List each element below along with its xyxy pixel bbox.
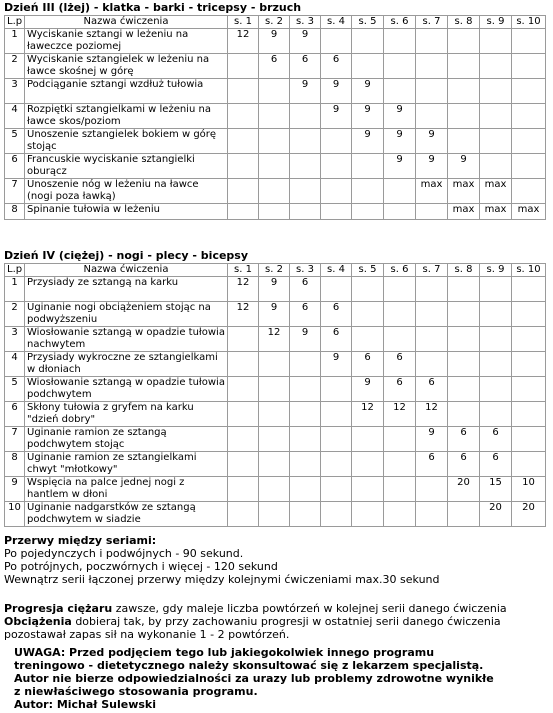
day4-header-11: s. 10 bbox=[512, 264, 546, 277]
exercise-name: Wiosłowanie sztangą w opadzie tułowia podchwytem bbox=[25, 377, 228, 402]
set-10-reps bbox=[512, 452, 546, 477]
set-4-reps bbox=[321, 129, 352, 154]
set-7-reps bbox=[416, 204, 448, 220]
set-6-reps bbox=[384, 327, 416, 352]
exercise-name: Przysiady ze sztangą na karku bbox=[25, 277, 228, 302]
set-1-reps bbox=[228, 54, 259, 79]
set-5-reps bbox=[352, 54, 384, 79]
set-2-reps bbox=[259, 104, 290, 129]
set-4-reps bbox=[321, 277, 352, 302]
set-4-reps: 6 bbox=[321, 302, 352, 327]
row-number: 8 bbox=[5, 452, 25, 477]
table-row bbox=[5, 79, 546, 104]
set-6-reps bbox=[384, 477, 416, 502]
set-8-reps: max bbox=[448, 204, 480, 220]
set-7-reps bbox=[416, 327, 448, 352]
day4-header-1: Nazwa ćwiczenia bbox=[25, 264, 228, 277]
progression-line-1 bbox=[4, 603, 507, 615]
set-10-reps: max bbox=[512, 204, 546, 220]
set-10-reps bbox=[512, 129, 546, 154]
set-5-reps bbox=[352, 427, 384, 452]
progression-line-3: pozostawał zapas sił na wykonanie 1 - 2 powtórzeń. bbox=[4, 628, 290, 641]
set-4-reps: 9 bbox=[321, 79, 352, 104]
load-label: Obciążenia bbox=[4, 615, 72, 628]
table-row bbox=[5, 377, 546, 402]
breaks-title: Przerwy między seriami: bbox=[4, 534, 157, 547]
day3-header-7: s. 6 bbox=[384, 16, 416, 29]
set-7-reps bbox=[416, 29, 448, 54]
set-6-reps bbox=[384, 452, 416, 477]
set-8-reps: max bbox=[448, 179, 480, 204]
set-9-reps bbox=[480, 402, 512, 427]
set-3-reps: 6 bbox=[290, 277, 321, 302]
day4-title: Dzień IV (ciężej) - nogi - plecy - bicepsy bbox=[4, 249, 249, 262]
set-3-reps: 6 bbox=[290, 54, 321, 79]
set-10-reps bbox=[512, 54, 546, 79]
set-2-reps bbox=[259, 352, 290, 377]
day4-header-2: s. 1 bbox=[228, 264, 259, 277]
set-8-reps bbox=[448, 327, 480, 352]
table-row bbox=[5, 352, 546, 377]
set-2-reps bbox=[259, 204, 290, 220]
set-8-reps bbox=[448, 302, 480, 327]
day3-header-5: s. 4 bbox=[321, 16, 352, 29]
set-4-reps bbox=[321, 29, 352, 54]
set-4-reps: 6 bbox=[321, 327, 352, 352]
set-8-reps: 20 bbox=[448, 477, 480, 502]
set-3-reps bbox=[290, 352, 321, 377]
set-9-reps bbox=[480, 277, 512, 302]
set-9-reps bbox=[480, 79, 512, 104]
set-9-reps bbox=[480, 104, 512, 129]
warning-line-3: Autor nie bierze odpowiedzialności za urazy lub problemy zdrowotne wynikłe bbox=[14, 672, 494, 685]
breaks-line-1: Po pojedynczych i podwójnych - 90 sekund. bbox=[4, 547, 244, 560]
set-5-reps bbox=[352, 477, 384, 502]
set-8-reps bbox=[448, 377, 480, 402]
table-row bbox=[5, 204, 546, 220]
day3-header-1: Nazwa ćwiczenia bbox=[25, 16, 228, 29]
set-2-reps bbox=[259, 477, 290, 502]
set-3-reps bbox=[290, 402, 321, 427]
set-1-reps bbox=[228, 502, 259, 527]
set-2-reps bbox=[259, 129, 290, 154]
set-8-reps bbox=[448, 79, 480, 104]
set-5-reps bbox=[352, 204, 384, 220]
set-2-reps bbox=[259, 179, 290, 204]
set-9-reps: 6 bbox=[480, 452, 512, 477]
set-9-reps bbox=[480, 327, 512, 352]
row-number: 6 bbox=[5, 402, 25, 427]
set-6-reps: 12 bbox=[384, 402, 416, 427]
set-5-reps bbox=[352, 154, 384, 179]
set-3-reps bbox=[290, 204, 321, 220]
set-5-reps: 9 bbox=[352, 129, 384, 154]
set-7-reps bbox=[416, 477, 448, 502]
set-4-reps bbox=[321, 154, 352, 179]
table-row bbox=[5, 54, 546, 79]
day4-header-3: s. 2 bbox=[259, 264, 290, 277]
set-1-reps bbox=[228, 477, 259, 502]
set-6-reps: 6 bbox=[384, 377, 416, 402]
set-7-reps bbox=[416, 79, 448, 104]
set-7-reps: 9 bbox=[416, 129, 448, 154]
row-number: 8 bbox=[5, 204, 25, 220]
exercise-name: Uginanie nadgarstków ze sztangą podchwytem w siadzie bbox=[25, 502, 228, 527]
set-2-reps: 9 bbox=[259, 29, 290, 54]
row-number: 5 bbox=[5, 129, 25, 154]
set-9-reps: max bbox=[480, 204, 512, 220]
set-8-reps bbox=[448, 104, 480, 129]
set-10-reps bbox=[512, 377, 546, 402]
set-9-reps: 20 bbox=[480, 502, 512, 527]
set-9-reps: max bbox=[480, 179, 512, 204]
set-8-reps: 6 bbox=[448, 427, 480, 452]
set-2-reps: 9 bbox=[259, 277, 290, 302]
exercise-name: Wyciskanie sztangielek w leżeniu na ławce skośnej w górę bbox=[25, 54, 228, 79]
set-7-reps bbox=[416, 302, 448, 327]
set-6-reps bbox=[384, 204, 416, 220]
row-number: 2 bbox=[5, 302, 25, 327]
table-row bbox=[5, 129, 546, 154]
set-5-reps bbox=[352, 502, 384, 527]
warning-line-1: UWAGA: Przed podjęciem tego lub jakiegokolwiek innego programu bbox=[14, 646, 435, 659]
row-number: 1 bbox=[5, 29, 25, 54]
day3-header-11: s. 10 bbox=[512, 16, 546, 29]
set-7-reps: 9 bbox=[416, 427, 448, 452]
set-7-reps bbox=[416, 277, 448, 302]
set-4-reps bbox=[321, 402, 352, 427]
day4-header-10: s. 9 bbox=[480, 264, 512, 277]
set-7-reps bbox=[416, 54, 448, 79]
row-number: 10 bbox=[5, 502, 25, 527]
set-3-reps bbox=[290, 477, 321, 502]
table-row bbox=[5, 29, 546, 54]
set-8-reps bbox=[448, 402, 480, 427]
day3-header-9: s. 8 bbox=[448, 16, 480, 29]
exercise-name: Rozpiętki sztangielkami w leżeniu na ławce skos/poziom bbox=[25, 104, 228, 129]
table-row bbox=[5, 302, 546, 327]
set-2-reps bbox=[259, 154, 290, 179]
set-5-reps bbox=[352, 452, 384, 477]
set-9-reps bbox=[480, 129, 512, 154]
set-1-reps bbox=[228, 79, 259, 104]
set-1-reps bbox=[228, 452, 259, 477]
day3-header-6: s. 5 bbox=[352, 16, 384, 29]
set-10-reps bbox=[512, 154, 546, 179]
day3-header-8: s. 7 bbox=[416, 16, 448, 29]
day3-title: Dzień III (lżej) - klatka - barki - tricepsy - brzuch bbox=[4, 1, 302, 14]
day4-header-5: s. 4 bbox=[321, 264, 352, 277]
table-row bbox=[5, 179, 546, 204]
set-2-reps bbox=[259, 377, 290, 402]
set-10-reps bbox=[512, 352, 546, 377]
set-4-reps: 6 bbox=[321, 54, 352, 79]
set-7-reps bbox=[416, 104, 448, 129]
set-3-reps bbox=[290, 129, 321, 154]
set-3-reps: 6 bbox=[290, 302, 321, 327]
set-6-reps: 9 bbox=[384, 104, 416, 129]
set-3-reps bbox=[290, 154, 321, 179]
set-1-reps bbox=[228, 104, 259, 129]
set-10-reps: 20 bbox=[512, 502, 546, 527]
set-8-reps: 6 bbox=[448, 452, 480, 477]
table-row bbox=[5, 154, 546, 179]
set-1-reps bbox=[228, 129, 259, 154]
set-5-reps bbox=[352, 302, 384, 327]
set-6-reps: 9 bbox=[384, 129, 416, 154]
set-2-reps bbox=[259, 402, 290, 427]
set-9-reps: 6 bbox=[480, 427, 512, 452]
progression-label: Progresja ciężaru bbox=[4, 602, 113, 615]
set-1-reps bbox=[228, 179, 259, 204]
set-9-reps bbox=[480, 352, 512, 377]
set-4-reps bbox=[321, 204, 352, 220]
set-4-reps: 9 bbox=[321, 104, 352, 129]
set-3-reps bbox=[290, 502, 321, 527]
day4-header-9: s. 8 bbox=[448, 264, 480, 277]
set-2-reps: 9 bbox=[259, 302, 290, 327]
set-4-reps bbox=[321, 477, 352, 502]
breaks-line-3: Wewnątrz serii łączonej przerwy między kolejnymi ćwiczeniami max.30 sekund bbox=[4, 573, 440, 586]
set-7-reps: 12 bbox=[416, 402, 448, 427]
set-5-reps: 9 bbox=[352, 79, 384, 104]
warning-line-2: treningowo - dietetycznego należy skonsultować się z lekarzem specjalistą. bbox=[14, 659, 484, 672]
day4-header-row bbox=[5, 264, 546, 277]
table-row bbox=[5, 104, 546, 129]
set-8-reps bbox=[448, 29, 480, 54]
set-2-reps: 6 bbox=[259, 54, 290, 79]
set-3-reps bbox=[290, 452, 321, 477]
day4-header-7: s. 6 bbox=[384, 264, 416, 277]
exercise-name: Wspięcia na palce jednej nogi z hantlem w dłoni bbox=[25, 477, 228, 502]
day3-table bbox=[4, 15, 546, 220]
set-4-reps bbox=[321, 179, 352, 204]
day3-header-3: s. 2 bbox=[259, 16, 290, 29]
set-7-reps: 6 bbox=[416, 377, 448, 402]
set-2-reps bbox=[259, 452, 290, 477]
set-1-reps bbox=[228, 352, 259, 377]
set-7-reps: 9 bbox=[416, 154, 448, 179]
row-number: 2 bbox=[5, 54, 25, 79]
table-row bbox=[5, 277, 546, 302]
set-9-reps bbox=[480, 154, 512, 179]
exercise-name: Wiosłowanie sztangą w opadzie tułowia nachwytem bbox=[25, 327, 228, 352]
set-1-reps bbox=[228, 402, 259, 427]
table-row bbox=[5, 502, 546, 527]
set-1-reps: 12 bbox=[228, 302, 259, 327]
row-number: 7 bbox=[5, 427, 25, 452]
set-1-reps bbox=[228, 154, 259, 179]
set-4-reps bbox=[321, 377, 352, 402]
set-6-reps: 9 bbox=[384, 154, 416, 179]
progression-line-2 bbox=[4, 616, 501, 628]
set-8-reps bbox=[448, 352, 480, 377]
set-1-reps bbox=[228, 204, 259, 220]
row-number: 4 bbox=[5, 352, 25, 377]
day4-table bbox=[4, 263, 546, 527]
set-6-reps bbox=[384, 79, 416, 104]
set-8-reps bbox=[448, 129, 480, 154]
set-2-reps bbox=[259, 427, 290, 452]
set-10-reps bbox=[512, 327, 546, 352]
day3-header-row bbox=[5, 16, 546, 29]
day4-header-8: s. 7 bbox=[416, 264, 448, 277]
set-7-reps: max bbox=[416, 179, 448, 204]
set-10-reps bbox=[512, 427, 546, 452]
row-number: 5 bbox=[5, 377, 25, 402]
exercise-name: Francuskie wyciskanie sztangielki oburącz bbox=[25, 154, 228, 179]
set-1-reps bbox=[228, 377, 259, 402]
table-row bbox=[5, 477, 546, 502]
set-10-reps bbox=[512, 29, 546, 54]
set-7-reps bbox=[416, 352, 448, 377]
set-10-reps bbox=[512, 79, 546, 104]
set-2-reps bbox=[259, 79, 290, 104]
set-5-reps: 9 bbox=[352, 104, 384, 129]
set-3-reps bbox=[290, 104, 321, 129]
set-8-reps bbox=[448, 502, 480, 527]
table-row bbox=[5, 327, 546, 352]
set-4-reps bbox=[321, 452, 352, 477]
exercise-name: Uginanie ramion ze sztangą podchwytem stojąc bbox=[25, 427, 228, 452]
set-5-reps: 9 bbox=[352, 377, 384, 402]
day3-header-10: s. 9 bbox=[480, 16, 512, 29]
set-6-reps bbox=[384, 29, 416, 54]
set-9-reps: 15 bbox=[480, 477, 512, 502]
set-3-reps bbox=[290, 377, 321, 402]
exercise-name: Skłony tułowia z gryfem na karku "dzień dobry" bbox=[25, 402, 228, 427]
set-9-reps bbox=[480, 302, 512, 327]
table-row bbox=[5, 402, 546, 427]
set-4-reps: 9 bbox=[321, 352, 352, 377]
set-8-reps bbox=[448, 54, 480, 79]
set-10-reps bbox=[512, 277, 546, 302]
row-number: 3 bbox=[5, 327, 25, 352]
set-9-reps bbox=[480, 54, 512, 79]
row-number: 3 bbox=[5, 79, 25, 104]
set-2-reps bbox=[259, 502, 290, 527]
table-row bbox=[5, 452, 546, 477]
set-3-reps: 9 bbox=[290, 79, 321, 104]
set-8-reps: 9 bbox=[448, 154, 480, 179]
table-row bbox=[5, 427, 546, 452]
row-number: 6 bbox=[5, 154, 25, 179]
set-9-reps bbox=[480, 377, 512, 402]
set-5-reps: 6 bbox=[352, 352, 384, 377]
author-line: Autor: Michał Sulewski bbox=[14, 698, 156, 711]
set-10-reps bbox=[512, 179, 546, 204]
set-4-reps bbox=[321, 427, 352, 452]
set-5-reps bbox=[352, 327, 384, 352]
day4-header-4: s. 3 bbox=[290, 264, 321, 277]
day3-header-2: s. 1 bbox=[228, 16, 259, 29]
exercise-name: Unoszenie nóg w leżeniu na ławce (nogi poza ławką) bbox=[25, 179, 228, 204]
set-3-reps: 9 bbox=[290, 327, 321, 352]
exercise-name: Przysiady wykroczne ze sztangielkami w dłoniach bbox=[25, 352, 228, 377]
load-text: dobieraj tak, by przy zachowaniu progresji w ostatniej serii danego ćwiczenia bbox=[71, 615, 501, 628]
set-7-reps bbox=[416, 502, 448, 527]
set-6-reps bbox=[384, 302, 416, 327]
row-number: 9 bbox=[5, 477, 25, 502]
exercise-name: Podciąganie sztangi wzdłuż tułowia bbox=[25, 79, 228, 104]
breaks-line-2: Po potrójnych, poczwórnych i więcej - 120 sekund bbox=[4, 560, 278, 573]
set-1-reps: 12 bbox=[228, 29, 259, 54]
progression-text: zawsze, gdy maleje liczba powtórzeń w kolejnej serii danego ćwiczenia bbox=[112, 602, 507, 615]
warning-line-4: z niewłaściwego stosowania programu. bbox=[14, 685, 258, 698]
set-6-reps: 6 bbox=[384, 352, 416, 377]
set-5-reps bbox=[352, 277, 384, 302]
set-3-reps: 9 bbox=[290, 29, 321, 54]
row-number: 4 bbox=[5, 104, 25, 129]
set-5-reps bbox=[352, 29, 384, 54]
set-8-reps bbox=[448, 277, 480, 302]
set-4-reps bbox=[321, 502, 352, 527]
set-9-reps bbox=[480, 29, 512, 54]
set-10-reps bbox=[512, 402, 546, 427]
day3-header-4: s. 3 bbox=[290, 16, 321, 29]
set-6-reps bbox=[384, 427, 416, 452]
set-3-reps bbox=[290, 427, 321, 452]
exercise-name: Unoszenie sztangielek bokiem w górę stojąc bbox=[25, 129, 228, 154]
set-10-reps: 10 bbox=[512, 477, 546, 502]
day4-header-6: s. 5 bbox=[352, 264, 384, 277]
set-6-reps bbox=[384, 277, 416, 302]
set-6-reps bbox=[384, 54, 416, 79]
exercise-name: Spinanie tułowia w leżeniu bbox=[25, 204, 228, 220]
set-10-reps bbox=[512, 104, 546, 129]
day4-header-0: L.p bbox=[5, 264, 25, 277]
exercise-name: Uginanie nogi obciążeniem stojąc na podwyższeniu bbox=[25, 302, 228, 327]
set-7-reps: 6 bbox=[416, 452, 448, 477]
exercise-name: Uginanie ramion ze sztangielkami chwyt "młotkowy" bbox=[25, 452, 228, 477]
day3-header-0: L.p bbox=[5, 16, 25, 29]
row-number: 7 bbox=[5, 179, 25, 204]
set-3-reps bbox=[290, 179, 321, 204]
set-10-reps bbox=[512, 302, 546, 327]
set-5-reps bbox=[352, 179, 384, 204]
set-1-reps: 12 bbox=[228, 277, 259, 302]
set-6-reps bbox=[384, 502, 416, 527]
row-number: 1 bbox=[5, 277, 25, 302]
set-2-reps: 12 bbox=[259, 327, 290, 352]
set-5-reps: 12 bbox=[352, 402, 384, 427]
warning-block bbox=[14, 646, 494, 711]
set-6-reps bbox=[384, 179, 416, 204]
exercise-name: Wyciskanie sztangi w leżeniu na ławeczce poziomej bbox=[25, 29, 228, 54]
set-1-reps bbox=[228, 327, 259, 352]
set-1-reps bbox=[228, 427, 259, 452]
